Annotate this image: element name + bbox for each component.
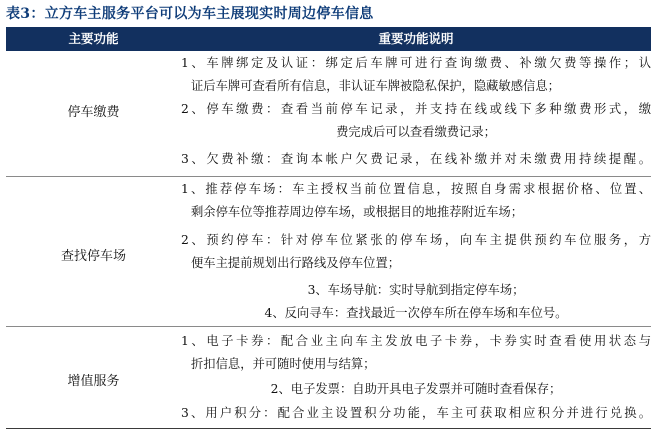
table-header-row (6, 27, 651, 51)
row-divider (6, 326, 651, 327)
description-line: 折扣信息，并可随时使用与结算； (191, 357, 376, 371)
description-line: 2、电子发票：自助开具电子发票并可随时查看保存； (270, 382, 562, 396)
row-divider (6, 176, 651, 177)
header-main-function: 主要功能 (68, 31, 119, 46)
description-line: 1、推荐停车场：车主授权当前位置信息，按照自身需求根据价格、位置、 (181, 182, 651, 196)
description-line: 3、车场导航：实时导航到指定停车场； (307, 283, 525, 297)
description-line: 剩余停车位等推荐周边停车场，或根据目的地推荐附近车场； (191, 205, 524, 219)
description-line: 2、停车缴费：查看当前停车记录，并支持在线或线下多种缴费形式，缴 (181, 102, 651, 116)
description-line: 便车主提前规划出行路线及停车位置； (191, 256, 401, 270)
description-line: 1、电子卡券：配合业主向车主发放电子卡券，卡券实时查看使用状态与 (181, 334, 651, 348)
category-find-parking: 查找停车场 (60, 249, 126, 264)
description-line: 1、车牌绑定及认证：绑定后车牌可进行查询缴费、补缴欠费等操作；认 (181, 56, 651, 70)
description-line: 4、反向寻车：查找最近一次停车所在停车场和车位号。 (264, 306, 568, 320)
table-title: 表3：立方车主服务平台可以为车主展现实时周边停车信息 (6, 6, 374, 22)
header-function-description: 重要功能说明 (378, 31, 454, 46)
category-value-added-services: 增值服务 (67, 374, 120, 389)
table-bottom-rule (6, 428, 651, 429)
description-line: 2、预约停车：针对停车位紧张的停车场，向车主提供预约车位服务，方 (181, 233, 651, 247)
description-line: 3、欠费补缴：查询本帐户欠费记录，在线补缴并对未缴费用持续提醒。 (181, 152, 651, 166)
category-parking-payment: 停车缴费 (67, 105, 120, 120)
description-line: 费完成后可以查看缴费记录； (336, 125, 496, 139)
description-line: 3、用户积分：配合业主设置积分功能，车主可获取相应积分并进行兑换。 (181, 406, 651, 420)
description-line: 证后车牌可查看所有信息，非认证车牌被隐私保护，隐藏敏感信息； (191, 79, 560, 93)
